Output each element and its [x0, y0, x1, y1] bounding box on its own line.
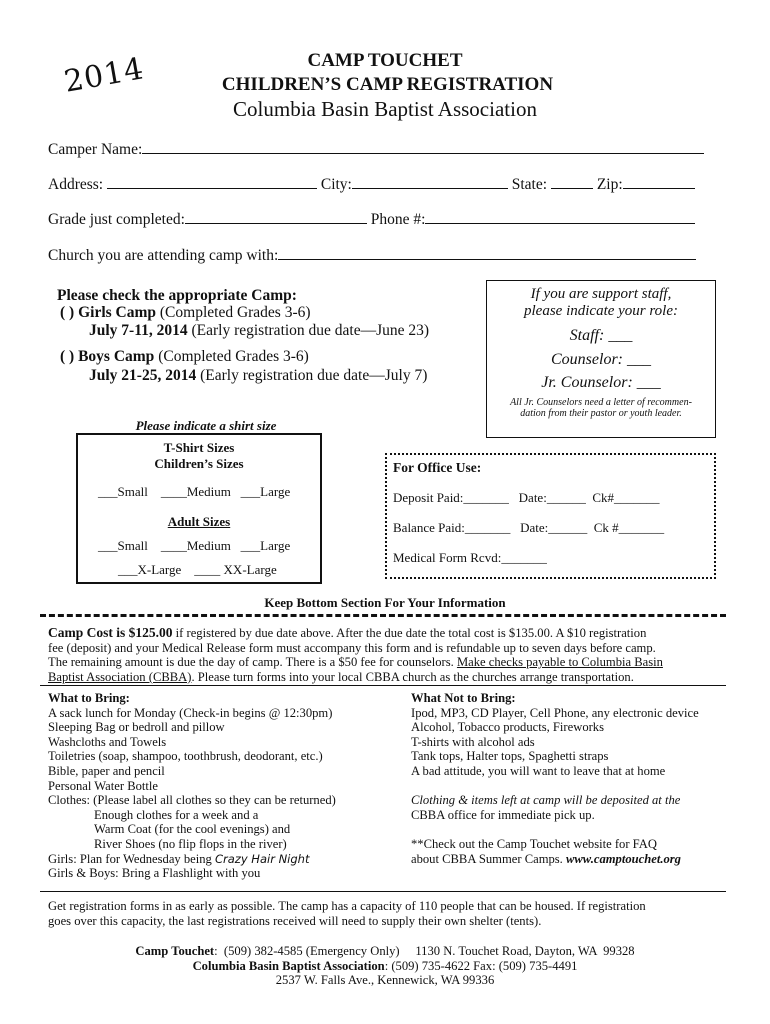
- cost-block: [48, 626, 738, 684]
- capacity-note: [48, 899, 738, 928]
- bring-item: Toiletries (soap, shampoo, toothbrush, deodorant, etc.): [48, 749, 323, 764]
- cut-line-divider: [40, 614, 726, 617]
- address-field[interactable]: [107, 174, 317, 189]
- form-subtitle: CHILDREN’S CAMP REGISTRATION: [221, 74, 554, 95]
- childrens-sizes-heading: Children’s Sizes: [154, 456, 244, 471]
- office-use-box: [385, 453, 716, 579]
- tshirt-sizes-heading: T-Shirt Sizes: [163, 440, 235, 455]
- cost-lead: Camp Cost is $125.00: [48, 625, 173, 640]
- phone-field[interactable]: [425, 209, 695, 224]
- bring-item: Clothes: (Please label all clothes so they can be returned): [48, 793, 336, 808]
- shirt-size-prompt: Please indicate a shirt size: [135, 418, 277, 433]
- address-row: [48, 174, 695, 194]
- footer-camp-label: Camp Touchet: [135, 944, 215, 958]
- boys-camp-row: [60, 348, 309, 366]
- cost-line1: if registered by due date above. After the due date the total cost is $135.00. A $10 registration: [172, 626, 647, 640]
- jr-counselor-note-line2: dation from their pastor or youth leader.: [520, 408, 682, 419]
- zip-field[interactable]: [623, 174, 695, 189]
- city-label: City:: [320, 176, 352, 193]
- adult-sizes-label: Adult Sizes: [167, 514, 231, 529]
- boys-camp-grades: (Completed Grades 3-6): [158, 348, 309, 365]
- bring-subitem: River Shoes (no flip flops in the river): [94, 836, 287, 851]
- camper-name-row: [48, 139, 704, 159]
- organization-name: Columbia Basin Baptist Association: [233, 97, 537, 121]
- boys-camp-dates: July 21-25, 2014: [89, 367, 197, 384]
- counselor-role-option[interactable]: Counselor: ___: [551, 351, 651, 368]
- shirt-size-box: [76, 433, 322, 584]
- bring-item: Sleeping Bag or bedroll and pillow: [48, 720, 225, 735]
- church-label: Church you are attending camp with:: [48, 247, 279, 264]
- grade-label: Grade just completed:: [48, 211, 185, 228]
- boys-camp-name: Boys Camp: [78, 348, 155, 365]
- girls-plan-text: Girls: Plan for Wednesday being: [48, 851, 215, 866]
- balance-paid-field[interactable]: Balance Paid:_______ Date:______ Ck #_______: [393, 520, 665, 535]
- website-link[interactable]: www.camptouchet.org: [565, 851, 681, 866]
- what-to-bring-section: [48, 691, 398, 881]
- deposit-note: Clothing & items left at camp will be deposited at the: [411, 793, 681, 808]
- medical-form-field[interactable]: Medical Form Rcvd:_______: [393, 550, 547, 565]
- adult-xl-options: [78, 562, 320, 578]
- city-field[interactable]: [352, 174, 508, 189]
- adult-large-option[interactable]: ___Large: [240, 538, 291, 553]
- section-divider: [40, 685, 726, 686]
- form-title: CAMP TOUCHET: [307, 50, 463, 71]
- child-large-option[interactable]: ___Large: [240, 484, 291, 499]
- girls-camp-dates-row: [89, 322, 429, 340]
- cost-line3: The remaining amount is due the day of camp. There is a $50 fee for counselors.: [48, 655, 457, 670]
- boys-camp-due: (Early registration due date—July 7): [200, 367, 428, 384]
- adult-sizes-heading: [78, 514, 320, 530]
- church-row: [48, 245, 696, 265]
- girls-plan-row: [48, 852, 398, 867]
- bring-item: Personal Water Bottle: [48, 778, 158, 793]
- girls-camp-grades: (Completed Grades 3-6): [159, 304, 311, 321]
- keep-bottom-heading: Keep Bottom Section For Your Information: [264, 595, 506, 610]
- not-bring-item: Tank tops, Halter tops, Spaghetti straps: [411, 749, 609, 764]
- jr-counselor-role-option[interactable]: Jr. Counselor: ___: [541, 374, 661, 391]
- boys-camp-checkbox[interactable]: ( ): [60, 348, 75, 365]
- phone-label: Phone #:: [370, 211, 426, 228]
- camper-name-label: Camper Name:: [48, 141, 143, 158]
- not-bring-item: Ipod, MP3, CD Player, Cell Phone, any electronic device: [411, 705, 699, 720]
- jr-counselor-note-line1: All Jr. Counselors need a letter of recommen-: [510, 397, 692, 408]
- footer: [0, 944, 770, 988]
- footer-assoc-label: Columbia Basin Baptist Association: [192, 958, 385, 973]
- deposit-paid-field[interactable]: Deposit Paid:_______ Date:______ Ck#_______: [393, 490, 660, 505]
- capacity-line1: Get registration forms in as early as possible. The camp has a capacity of 110 people that can be housed. If registration: [48, 899, 646, 913]
- not-bring-item: A bad attitude, you will want to leave that at home: [411, 763, 666, 778]
- not-bring-item: Alcohol, Tobacco products, Fireworks: [411, 720, 605, 735]
- child-small-option[interactable]: ___Small: [98, 484, 148, 499]
- cost-line4: . Please turn forms into your local CBBA church as the churches arrange transportation.: [191, 669, 634, 684]
- support-staff-box: [486, 280, 716, 438]
- zip-label: Zip:: [596, 176, 623, 193]
- adult-size-options: [78, 538, 320, 554]
- camp-select-heading: Please check the appropriate Camp:: [57, 287, 297, 304]
- boys-camp-dates-row: [89, 367, 427, 385]
- girls-camp-row: [60, 304, 311, 322]
- payable-to-text-cont: Baptist Association (CBBA): [48, 669, 192, 684]
- crazy-hair-night: Crazy Hair Night: [215, 851, 310, 866]
- staff-prompt-line1: If you are support staff,: [530, 286, 672, 302]
- footer-assoc-info: : (509) 735-4622 Fax: (509) 735-4491: [384, 958, 578, 973]
- what-not-to-bring-heading: What Not to Bring:: [411, 691, 516, 705]
- bring-subitem: Warm Coat (for the cool evenings) and: [94, 822, 291, 837]
- office-use-heading: For Office Use:: [393, 460, 482, 475]
- footer-camp-info: : (509) 382-4585 (Emergency Only) 1130 N. Touchet Road, Dayton, WA 99328: [214, 944, 635, 958]
- grade-field[interactable]: [185, 209, 367, 224]
- bring-subitem: Enough clothes for a week and a: [94, 807, 259, 822]
- address-label: Address:: [48, 176, 104, 193]
- girls-camp-checkbox[interactable]: ( ): [60, 304, 75, 321]
- adult-xl-option[interactable]: ___X-Large: [118, 562, 182, 577]
- adult-xxl-option[interactable]: ____ XX-Large: [194, 562, 277, 577]
- child-medium-option[interactable]: ____Medium: [160, 484, 231, 499]
- girls-camp-name: Girls Camp: [78, 304, 157, 321]
- state-field[interactable]: [551, 174, 593, 189]
- not-bring-item: T-shirts with alcohol ads: [411, 734, 535, 749]
- adult-medium-option[interactable]: ____Medium: [160, 538, 231, 553]
- what-not-to-bring-section: [411, 691, 741, 866]
- cost-line2: fee (deposit) and your Medical Release form must accompany this form and is refundable up to seven days before camp.: [48, 640, 656, 655]
- footer-address: 2537 W. Falls Ave., Kennewick, WA 99336: [275, 973, 495, 988]
- what-to-bring-heading: What to Bring:: [48, 691, 130, 705]
- adult-small-option[interactable]: ___Small: [98, 538, 148, 553]
- camper-name-field[interactable]: [142, 139, 704, 154]
- childrens-size-options: [78, 484, 320, 500]
- girls-camp-due: (Early registration due date—June 23): [191, 322, 430, 339]
- year-label: 2014: [61, 51, 147, 100]
- flashlight-item: Girls & Boys: Bring a Flashlight with you: [48, 866, 261, 881]
- faq-line2: about CBBA Summer Camps.: [411, 851, 566, 866]
- staff-role-option[interactable]: Staff: ___: [569, 327, 633, 344]
- bring-item: A sack lunch for Monday (Check-in begins @ 12:30pm): [48, 705, 333, 720]
- state-label: State:: [511, 176, 548, 193]
- girls-camp-dates: July 7-11, 2014: [89, 322, 188, 339]
- capacity-line2: goes over this capacity, the last registrations received will need to supply their own shelter (tents).: [48, 913, 542, 928]
- section-divider: [40, 891, 726, 892]
- staff-prompt-line2: please indicate your role:: [524, 303, 678, 319]
- payable-to-text: Make checks payable to Columbia Basin: [456, 655, 663, 670]
- bring-item: Washcloths and Towels: [48, 734, 167, 749]
- bring-item: Bible, paper and pencil: [48, 763, 165, 778]
- faq-line2-row: [411, 852, 741, 867]
- church-field[interactable]: [278, 245, 696, 260]
- faq-line1: **Check out the Camp Touchet website for FAQ: [411, 836, 657, 851]
- deposit-note-cont: CBBA office for immediate pick up.: [411, 807, 595, 822]
- grade-phone-row: [48, 209, 695, 229]
